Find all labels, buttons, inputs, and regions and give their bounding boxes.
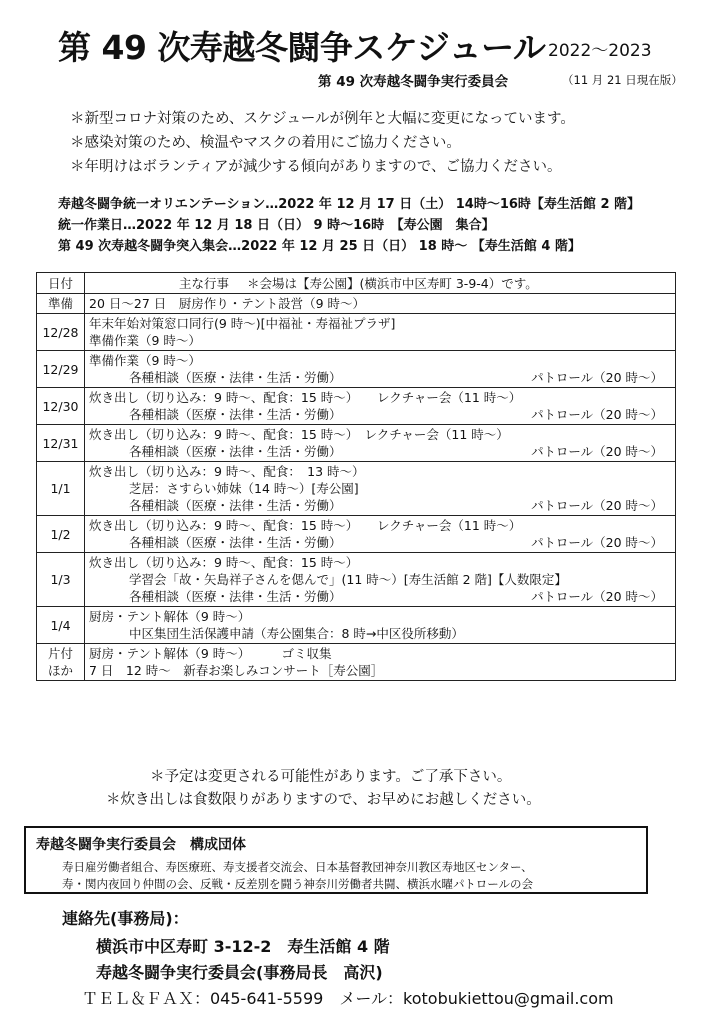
schedule-item-right [663,608,671,625]
schedule-line [89,295,671,312]
schedule-line [89,534,671,551]
schedule-item-right: パトロール（20 時～） [531,589,663,604]
schedule-item: 炊き出し（切り込み：9 時～、配食：15 時～） レクチャー会（11 時～） [89,427,509,442]
schedule-header-row [37,273,676,294]
schedule-item-right [663,662,671,679]
member-orgs-title: 寿越冬闘争実行委員会 構成団体 [36,837,246,853]
schedule-row [37,294,676,314]
schedule-item: 各種相談（医療・法律・生活・労働） [129,370,342,385]
schedule-line [89,463,671,480]
footer-note: ＊炊き出しは食数限りがありますので、お早めにお越しください。 [106,792,541,808]
schedule-item: 20 日～27 日 厨房作り・テント設営（9 時～） [89,296,366,311]
schedule-line [89,426,671,443]
schedule-day: 12/28 [37,314,85,351]
schedule-row [37,607,676,644]
schedule-line [89,645,671,662]
note: ＊感染対策のため、検温やマスクの着用にご協力ください。 [70,135,461,151]
schedule-content [85,294,676,314]
schedule-item-right [663,625,671,642]
schedule-item: 各種相談（医療・法律・生活・労働） [129,535,342,550]
schedule-line [89,662,671,679]
event-line: 第 49 次寿越冬闘争突入集会…2022 年 12 月 25 日（日） 18 時～ 【寿生活館 4 階】 [58,239,581,254]
schedule-item-right [663,571,671,588]
schedule-item: 学習会「故・矢島祥子さんを偲んで」(11 時～）[寿生活館 2 階]【人数限定】 [129,572,567,587]
schedule-line [89,625,671,642]
schedule-item: 各種相談（医療・法律・生活・労働） [129,589,342,604]
schedule-item: 7 日 12 時～ 新春お楽しみコンサート［寿公園］ [89,663,384,678]
schedule-line [89,352,671,369]
schedule-item: 厨房・テント解体（9 時～） ゴミ収集 [89,646,332,661]
schedule-item-right [663,389,671,406]
schedule-item: 準備作業（9 時～） [89,333,201,348]
page-title: 第 49 次寿越冬闘争スケジュール [58,28,546,67]
member-orgs-box [24,826,648,894]
main-column-header [85,273,676,294]
schedule-item-right: パトロール（20 時～） [531,370,663,385]
schedule-item: 各種相談（医療・法律・生活・労働） [129,407,342,422]
contact-phone-email: ＴＥＬ＆ＦＡＸ：045-641-5599 メール：kotobukiettou@gmail.com [82,989,614,1008]
schedule-item-right [663,352,671,369]
venue-note: ＊会場は【寿公園】(横浜市中区寿町 3-9-4）です。 [247,276,538,291]
main-events-label: 主な行事 [179,276,230,291]
schedule-item: 各種相談（医療・法律・生活・労働） [129,444,342,459]
schedule-item: 炊き出し（切り込み：9 時～、配食： 13 時～） [89,464,365,479]
schedule-item-right [663,517,671,534]
contact-org: 寿越冬闘争実行委員会(事務局長 高沢) [96,963,383,982]
schedule-item-right [663,554,671,571]
committee-name: 第 49 次寿越冬闘争実行委員会 [318,74,509,90]
schedule-day: 準備 [37,294,85,314]
note: ＊年明けはボランティアが減少する傾向がありますので、ご協力ください。 [70,159,562,175]
schedule-item: 準備作業（9 時～） [89,353,201,368]
member-orgs-line: 寿日雇労働者組合、寿医療班、寿支援者交流会、日本基督教団神奈川教区寿地区センター、 [62,860,533,874]
schedule-item-right: パトロール（20 時～） [531,498,663,513]
schedule-row [37,644,676,681]
event-line: 寿越冬闘争統一オリエンテーション…2022 年 12 月 17 日（土） 14時～16時【寿生活館 2 階】 [58,197,641,212]
schedule-content [85,607,676,644]
contact-label: 連絡先(事務局)： [62,909,189,928]
schedule-item: 炊き出し（切り込み：9 時～、配食：15 時～） レクチャー会（11 時～） [89,390,522,405]
schedule-row [37,388,676,425]
schedule-day: 12/30 [37,388,85,425]
schedule-line [89,517,671,534]
schedule-line [89,332,671,349]
schedule-day: 1/3 [37,553,85,607]
schedule-line [89,608,671,625]
schedule-content [85,553,676,607]
note: ＊新型コロナ対策のため、スケジュールが例年と大幅に変更になっています。 [70,111,575,127]
schedule-item: 炊き出し（切り込み：9 時～、配食：15 時～） [89,555,359,570]
schedule-item-right: パトロール（20 時～） [531,535,663,550]
schedule-content [85,388,676,425]
schedule-item-right [663,463,671,480]
schedule-item: 年末年始対策窓口同行(9 時～)[中福祉・寿福祉プラザ] [89,316,396,331]
schedule-row [37,425,676,462]
schedule-item: 中区集団生活保護申請（寿公園集合：8 時→中区役所移動） [129,626,464,641]
schedule-line [89,571,671,588]
schedule-item-right: パトロール（20 時～） [531,407,663,422]
event-line: 統一作業日…2022 年 12 月 18 日（日） 9 時～16時 【寿公園 集合】 [58,218,495,233]
schedule-day: 1/1 [37,462,85,516]
schedule-item: 各種相談（医療・法律・生活・労働） [129,498,342,513]
schedule-item-right [663,426,671,443]
schedule-content [85,644,676,681]
schedule-line [89,588,671,605]
schedule-day: 12/29 [37,351,85,388]
schedule-day: 1/2 [37,516,85,553]
day-column-header: 日付 [37,273,85,294]
schedule-row [37,553,676,607]
schedule-item-right [663,332,671,349]
contact-address: 横浜市中区寿町 3-12-2 寿生活館 4 階 [96,937,390,956]
schedule-row [37,516,676,553]
schedule-item: 厨房・テント解体（9 時～） [89,609,251,624]
member-orgs-line: 寿・関内夜回り仲間の会、反戦・反差別を闘う神奈川労働者共闘、横浜水曜パトロールの会 [62,877,534,891]
schedule-line [89,389,671,406]
schedule-row [37,314,676,351]
footer-note: ＊予定は変更される可能性があります。ご了承下さい。 [150,769,512,785]
schedule-line [89,497,671,514]
schedule-row [37,462,676,516]
schedule-day: 1/4 [37,607,85,644]
schedule-line [89,443,671,460]
schedule-item-right [663,645,671,662]
schedule-item-right [663,480,671,497]
schedule-line [89,315,671,332]
schedule-line [89,406,671,423]
as-of-date: （11 月 21 日現在版） [562,73,683,87]
schedule-day: 12/31 [37,425,85,462]
schedule-content [85,351,676,388]
schedule-line [89,480,671,497]
schedule-content [85,425,676,462]
schedule-line [89,554,671,571]
schedule-item: 芝居：さすらい姉妹（14 時～）[寿公園] [129,481,359,496]
schedule-line [89,369,671,386]
years: 2022～2023 [548,41,652,61]
schedule-content [85,314,676,351]
schedule-content [85,516,676,553]
schedule-item-right [663,295,671,312]
schedule-table [36,272,676,681]
schedule-content [85,462,676,516]
schedule-day: 片付 ほか [37,644,85,681]
schedule-item: 炊き出し（切り込み：9 時～、配食：15 時～） レクチャー会（11 時～） [89,518,522,533]
schedule-item-right: パトロール（20 時～） [531,444,663,459]
schedule-item-right [663,315,671,332]
schedule-row [37,351,676,388]
